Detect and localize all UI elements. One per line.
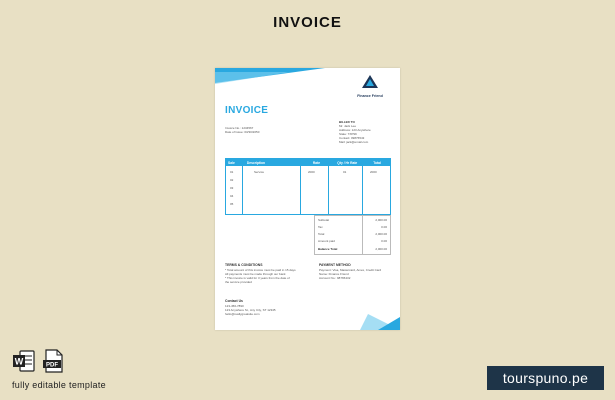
payment-line: Account No.: 98765432	[319, 276, 351, 280]
totals-value: 0.00	[381, 239, 387, 243]
totals-label: Subtotal	[318, 218, 330, 222]
item-rate: 2000	[308, 170, 315, 174]
totals-label: Balance Total	[318, 247, 338, 251]
terms-heading: TERMS & CONDITIONS	[225, 263, 263, 267]
word-icon-letter: W	[14, 356, 24, 367]
invoice-title: INVOICE	[225, 105, 269, 116]
item-total: 2000	[370, 170, 377, 174]
pdf-icon	[42, 349, 66, 373]
totals-row	[315, 218, 390, 224]
totals-row	[315, 239, 390, 245]
company-name: Finance Friend	[357, 94, 383, 98]
billed-to-line: Address: 123 Anywhere	[339, 128, 371, 132]
totals-value: 2,000.00	[375, 218, 387, 222]
sale-number: 04	[230, 194, 234, 198]
billed-to-line: Contact: 09876543	[339, 136, 365, 140]
page-heading: INVOICE	[273, 14, 342, 31]
column-divider	[242, 166, 243, 214]
terms-line: * Total amount of this invoice must be paid in 15 days	[225, 268, 296, 272]
totals-row-balance	[315, 247, 390, 253]
contact-line: 123 Anywhere St., Any City, ST 12345	[225, 308, 276, 312]
totals-label: Amount paid	[318, 239, 335, 243]
totals-label: Total	[318, 232, 325, 236]
payment-heading: PAYMENT METHOD	[319, 263, 351, 267]
bottom-accent-band	[360, 314, 400, 330]
header-description: Description	[246, 160, 266, 165]
header-qty: Qty / Hr Rate	[337, 160, 358, 165]
totals-value: 2,000.00	[375, 247, 387, 251]
word-doc-icon	[12, 349, 36, 373]
header-sale: Sale	[228, 160, 235, 165]
payment-line: Payment: Visa, Mastercard, Amex, Credit Card	[319, 268, 382, 272]
file-format-icons	[12, 349, 66, 373]
invoice-date: Date of Issue: 03/30/2050	[225, 130, 260, 134]
totals-value: 2,000.00	[375, 232, 387, 236]
contact-line: 123-456-7890	[225, 304, 244, 308]
sale-number: 02	[230, 178, 234, 182]
header-rate: Rate	[312, 160, 321, 165]
pdf-icon-label: PDF	[46, 362, 58, 369]
items-table-header	[226, 159, 390, 166]
terms-line: the service provided	[225, 280, 252, 284]
brand-badge: tourspuno.pe	[487, 366, 604, 390]
logo-icon	[362, 75, 378, 88]
contact-line: hello@reallygreatsite.com	[225, 312, 260, 316]
billed-to-heading: BILLED TO	[339, 120, 355, 124]
terms-section	[225, 263, 296, 284]
payment-line: Name: Finance Friend	[319, 272, 349, 276]
totals-row	[315, 232, 390, 238]
totals-value: 0.00	[381, 225, 387, 229]
terms-line: * This invoice is valid for 3 years from the date of	[225, 276, 290, 280]
item-qty: 01	[343, 170, 347, 174]
totals-row	[315, 225, 390, 231]
column-divider	[300, 166, 301, 214]
contact-section	[225, 299, 276, 316]
contact-heading: Contact Us	[225, 299, 243, 303]
totals-box	[314, 215, 391, 255]
billed-to-line: Mail: jack@email.com	[339, 140, 369, 144]
sale-number: 01	[230, 170, 234, 174]
header-total: Total	[373, 160, 381, 165]
sale-number: 05	[230, 202, 234, 206]
totals-label: Tax	[318, 225, 323, 229]
invoice-meta	[225, 126, 259, 134]
sale-number: 03	[230, 186, 234, 190]
billed-to-line: State: 7XP99	[339, 132, 357, 136]
invoice-number: Invoice No.: 1234567	[225, 126, 254, 130]
column-divider	[362, 166, 363, 214]
billed-to	[339, 120, 371, 144]
footer-label: fully editable template	[12, 380, 106, 390]
invoice-sheet	[215, 68, 400, 330]
items-table-body	[226, 166, 390, 214]
column-divider	[328, 166, 329, 214]
billed-to-line: Mr. Jack Lee	[339, 124, 357, 128]
items-table	[225, 158, 391, 215]
company-logo	[350, 75, 390, 98]
terms-line: All payments must be made through our bank	[225, 272, 286, 276]
payment-section	[319, 263, 381, 280]
item-description: Service	[254, 170, 265, 174]
